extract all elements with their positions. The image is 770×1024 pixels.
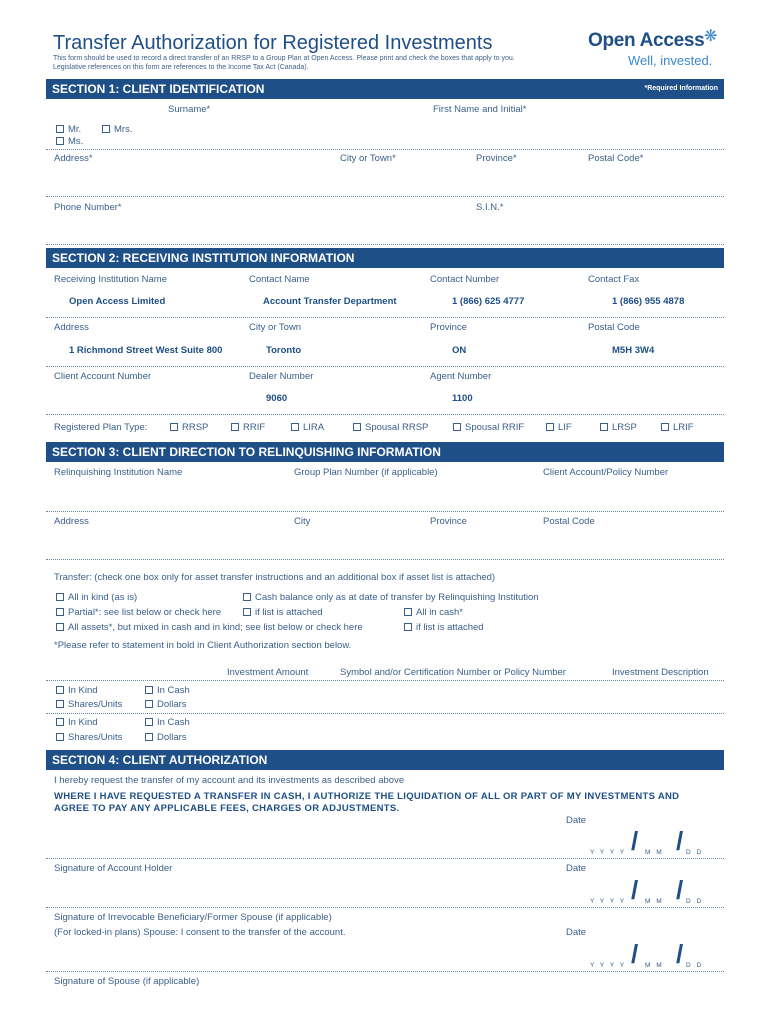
checkbox-icon [600,423,608,431]
authorization-statement-2: AGREE TO PAY ANY APPLICABLE FEES, CHARGES OR ADJUSTMENTS. [54,803,400,814]
all-assets-mixed-checkbox[interactable]: All assets*, but mixed in cash and in kind; see list below or check here [56,622,363,633]
mixed-list-attached-checkbox[interactable]: if list is attached [404,622,484,633]
section-2-header: SECTION 2: RECEIVING INSTITUTION INFORMATION [46,248,724,268]
group-plan-label: Group Plan Number (if applicable) [294,467,438,478]
all-in-cash-checkbox[interactable]: All in cash* [404,607,463,618]
checkbox-icon [102,125,110,133]
checkbox-icon [170,423,178,431]
investment-amount-header: Investment Amount [227,667,309,678]
contact-name-value: Account Transfer Department [263,296,397,307]
contact-number-value: 1 (866) 625 4777 [452,296,525,307]
ms-checkbox[interactable]: Ms. [56,136,83,147]
dealer-number-value: 9060 [266,393,288,404]
checkbox-icon [291,423,299,431]
plan-rrsp-checkbox[interactable]: RRSP [170,422,208,433]
postal-code-label-2: Postal Code [588,322,640,333]
province-label-3: Province [430,516,467,527]
checkbox-icon [353,423,361,431]
checkbox-icon [56,593,64,601]
divider [46,511,724,512]
address-label: Address* [54,153,93,164]
plan-lira-checkbox[interactable]: LIRA [291,422,324,433]
agent-number-value: 1100 [452,393,473,404]
receiving-institution-value: Open Access Limited [69,296,166,307]
mr-checkbox[interactable]: Mr. [56,124,81,135]
dd-label: D D [686,962,704,969]
client-account-policy-label: Client Account/Policy Number [543,467,669,478]
partial-checkbox[interactable]: Partial*: see list below or check here [56,607,221,618]
in-kind-checkbox-2[interactable]: In Kind [56,717,98,728]
dollars-checkbox-1[interactable]: Dollars [145,699,187,710]
request-statement: I hereby request the transfer of my account and its investments as described above [54,775,405,786]
all-in-kind-checkbox[interactable]: All in kind (as is) [56,592,137,603]
contact-fax-value: 1 (866) 955 4878 [612,296,685,307]
first-name-label: First Name and Initial* [433,104,527,115]
phone-label: Phone Number* [54,202,122,213]
date-label-2: Date [566,863,587,874]
city-label-3: City [294,516,311,527]
plan-lrsp-checkbox[interactable]: LRSP [600,422,637,433]
checkbox-icon [56,608,64,616]
address-value: 1 Richmond Street West Suite 800 [69,345,223,356]
divider [46,680,724,681]
client-account-label: Client Account Number [54,371,152,382]
yyyy-label: Y Y Y Y [590,898,627,905]
contact-name-label: Contact Name [249,274,310,285]
authorization-statement-1: WHERE I HAVE REQUESTED A TRANSFER IN CASH, I AUTHORIZE THE LIQUIDATION OF ALL OR PART OF MY INVESTMENTS AND [54,791,680,802]
plan-rrif-checkbox[interactable]: RRIF [231,422,265,433]
postal-code-value: M5H 3W4 [612,345,655,356]
checkbox-icon [56,623,64,631]
postal-code-label: Postal Code* [588,153,644,164]
relinquishing-institution-label: Relinquishing Institution Name [54,467,183,478]
checkbox-icon [243,608,251,616]
checkbox-icon [145,700,153,708]
address-label-3: Address [54,516,89,527]
checkbox-icon [661,423,669,431]
checkbox-icon [243,593,251,601]
checkbox-icon [56,733,64,741]
refer-note: *Please refer to statement in bold in Client Authorization section below. [54,640,352,651]
dd-label: D D [686,898,704,905]
divider [46,713,724,714]
agent-number-label: Agent Number [430,371,492,382]
symbol-header: Symbol and/or Certification Number or Policy Number [340,667,566,678]
city-label-2: City or Town [249,322,302,333]
logo-flower-icon: ❋ [704,28,718,45]
sin-label: S.I.N.* [476,202,504,213]
checkbox-icon [145,686,153,694]
province-label: Province* [476,153,517,164]
yyyy-label: Y Y Y Y [590,849,627,856]
yyyy-label: Y Y Y Y [590,962,627,969]
transfer-instructions: Transfer: (check one box only for asset transfer instructions and an additional box if asset list is attached) [54,572,496,583]
dealer-number-label: Dealer Number [249,371,314,382]
in-kind-checkbox-1[interactable]: In Kind [56,685,98,696]
in-cash-checkbox-1[interactable]: In Cash [145,685,190,696]
checkbox-icon [404,623,412,631]
plan-lif-checkbox[interactable]: LIF [546,422,572,433]
plan-lrif-checkbox[interactable]: LRIF [661,422,694,433]
section-4-header: SECTION 4: CLIENT AUTHORIZATION [46,750,724,770]
partial-list-attached-checkbox[interactable]: if list is attached [243,607,323,618]
checkbox-icon [453,423,461,431]
signature-spouse-label: Signature of Spouse (if applicable) [54,976,200,987]
checkbox-icon [231,423,239,431]
intro-text-legal: Legislative references on this form are references to the Income Tax Act (Canada). [53,64,309,71]
intro-text: This form should be used to record a direct transfer of an RRSP to a Group Plan at Open Access. Please print and check the boxes that apply to you. [53,55,515,62]
checkbox-icon [56,125,64,133]
signature-line [46,971,724,972]
logo: Open Access [588,30,705,51]
contact-fax-label: Contact Fax [588,274,640,285]
city-value: Toronto [266,345,302,356]
dollars-checkbox-2[interactable]: Dollars [145,732,187,743]
signature-line [46,907,724,908]
divider [46,559,724,560]
divider [46,317,724,318]
mrs-checkbox[interactable]: Mrs. [102,124,132,135]
province-value: ON [452,345,467,356]
checkbox-icon [546,423,554,431]
divider [46,196,724,197]
divider [46,414,724,415]
divider [46,244,724,245]
mm-label: M M [645,962,664,969]
dd-label: D D [686,849,704,856]
contact-number-label: Contact Number [430,274,500,285]
spouse-consent-label: (For locked-in plans) Spouse: I consent to the transfer of the account. [54,927,346,938]
checkbox-icon [404,608,412,616]
checkbox-icon [56,700,64,708]
checkbox-icon [145,733,153,741]
divider [46,149,724,150]
plan-spousal-rrif-checkbox[interactable]: Spousal RRIF [453,422,524,433]
checkbox-icon [145,718,153,726]
province-label-2: Province [430,322,467,333]
mm-label: M M [645,898,664,905]
receiving-institution-label: Receiving Institution Name [54,274,167,285]
date-label-3: Date [566,927,587,938]
divider [46,366,724,367]
address-label-2: Address [54,322,89,333]
page-title: Transfer Authorization for Registered Investments [53,32,493,54]
required-note: *Required Information [644,85,718,92]
mm-label: M M [645,849,664,856]
shares-checkbox-1[interactable]: Shares/Units [56,699,122,710]
tagline: Well, invested. [628,53,713,68]
signature-beneficiary-label: Signature of Irrevocable Beneficiary/Former Spouse (if applicable) [54,912,332,923]
plan-type-label: Registered Plan Type: [54,422,148,433]
plan-spousal-rrsp-checkbox[interactable]: Spousal RRSP [353,422,428,433]
city-label: City or Town* [340,153,396,164]
checkbox-icon [56,137,64,145]
shares-checkbox-2[interactable]: Shares/Units [56,732,122,743]
cash-balance-checkbox[interactable]: Cash balance only as at date of transfer by Relinquishing Institution [243,592,539,603]
section-3-header: SECTION 3: CLIENT DIRECTION TO RELINQUISHING INFORMATION [46,442,724,462]
signature-line [46,858,724,859]
section-1-title: SECTION 1: CLIENT IDENTIFICATION [52,82,265,96]
in-cash-checkbox-2[interactable]: In Cash [145,717,190,728]
checkbox-icon [56,686,64,694]
section-1-header [46,79,724,99]
date-label-1: Date [566,815,587,826]
investment-description-header: Investment Description [612,667,709,678]
postal-code-label-3: Postal Code [543,516,595,527]
signature-account-holder-label: Signature of Account Holder [54,863,173,874]
checkbox-icon [56,718,64,726]
surname-label: Surname* [168,104,211,115]
